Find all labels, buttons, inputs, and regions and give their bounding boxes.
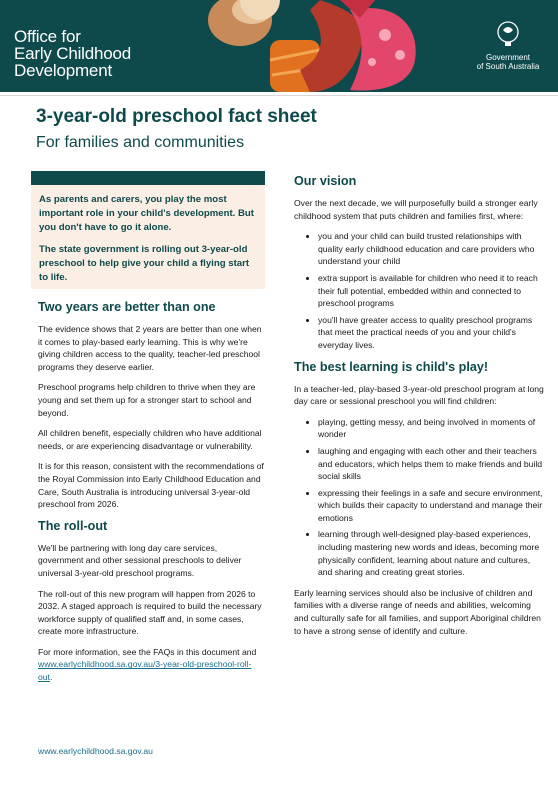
list-item: • extra support is available for children who need it to reach their full potential, embedded within and connected to preschool programs [318,272,544,310]
right-column [294,174,544,645]
page-subtitle: For families and communities [36,134,245,151]
org-name [14,28,131,79]
paragraph: The evidence shows that 2 years are better than one when it comes to play-based early learning. This is why we're giving children access to the quality, teacher-led preschool programs they deserve earlier. [38,324,262,372]
heading-rollout: The roll-out [38,518,108,533]
rollout-link[interactable]: www.earlychildhood.sa.gov.au/3-year-old-preschool-roll-out [38,659,252,683]
org-line-3: Development [14,61,112,80]
paragraph: Preschool programs help children to thrive when they are young and set them up for a stronger start to school and beyond. [38,382,256,418]
left-column [38,300,264,692]
list-item: • you'll have greater access to quality preschool programs that meet the practical needs of you and your child's everyday lives. [318,314,544,352]
list-item: • you and your child can build trusted relationships with quality early childhood education and care providers who understand your child [318,230,544,268]
list-item: • expressing their feelings in a safe and secure environment, which builds their capacity to understand and manage their emotions [318,487,544,525]
paragraph: We'll be partnering with long day care services, government and other sessional preschools to deliver universal 3-year-old preschool programs. [38,542,242,578]
header-divider [0,95,558,96]
paragraph: Early learning services should also be inclusive of children and families with a diverse range of needs and abilities, welcoming and culturally safe for all families, and support Aboriginal children to have a strong sense of identify and culture. [294,587,541,636]
gov-line-1: Government [485,53,531,62]
list-item: • laughing and engaging with each other and their teachers and educators, which helps them to make friends and build social skills [318,445,544,483]
paragraph: It is for this reason, consistent with the recommendations of the Royal Commission into Early Childhood Education and Care, South Australia is introducing universal 3-year-old preschool from 2026. [38,461,264,510]
vision-list [294,230,544,351]
highlight-text-2: The state government is rolling out 3-year-old preschool to help give your child a flying start to life. [39,244,250,283]
highlight-bar [31,171,265,185]
play-list [294,416,544,579]
page-title: 3-year-old preschool fact sheet [36,106,317,127]
decorative-collage [200,0,500,92]
more-info-text: For more information, see the FAQs in this document and [38,646,257,657]
more-info-paragraph [38,646,264,684]
list-item: • playing, getting messy, and being involved in moments of wonder [318,416,544,441]
government-logo [468,20,548,71]
list-item: • learning through well-designed play-based experiences, including mastering new words and ideas, becoming more physically confident, learning about nature and cultures, and sharing and creating great stories. [318,528,544,578]
paragraph: All children benefit, especially children who have additional needs, or are experiencing disadvantage or vulnerability. [38,428,262,451]
highlight-text-1: As parents and carers, you play the most important role in your child's development. But you don't have to go it alone. [39,194,254,233]
coat-of-arms-icon [495,20,521,48]
paragraph: The roll-out of this new program will happen from 2026 to 2032. A staged approach is required to build the necessary workforce supply of qualified staff and, in some cases, create more infrastructure. [38,588,262,637]
heading-vision: Our vision [294,174,357,188]
org-line-2: Early Childhood [14,44,132,63]
paragraph: Over the next decade, we will purposefully build a stronger early childhood system that puts children and families first, where: [294,198,538,221]
more-info-end: . [49,672,53,683]
highlight-box [31,185,265,289]
heading-two-years: Two years are better than one [38,300,216,314]
paragraph: In a teacher-led, play-based 3-year-old preschool program at long day care or sessional preschool you will find children: [294,383,544,407]
header-banner [0,0,558,92]
gov-line-2: of South Australia [476,62,540,71]
heading-play: The best learning is child's play! [294,359,489,374]
footer-url[interactable]: www.earlychildhood.sa.gov.au [38,746,153,756]
org-line-1: Office for [14,27,81,46]
